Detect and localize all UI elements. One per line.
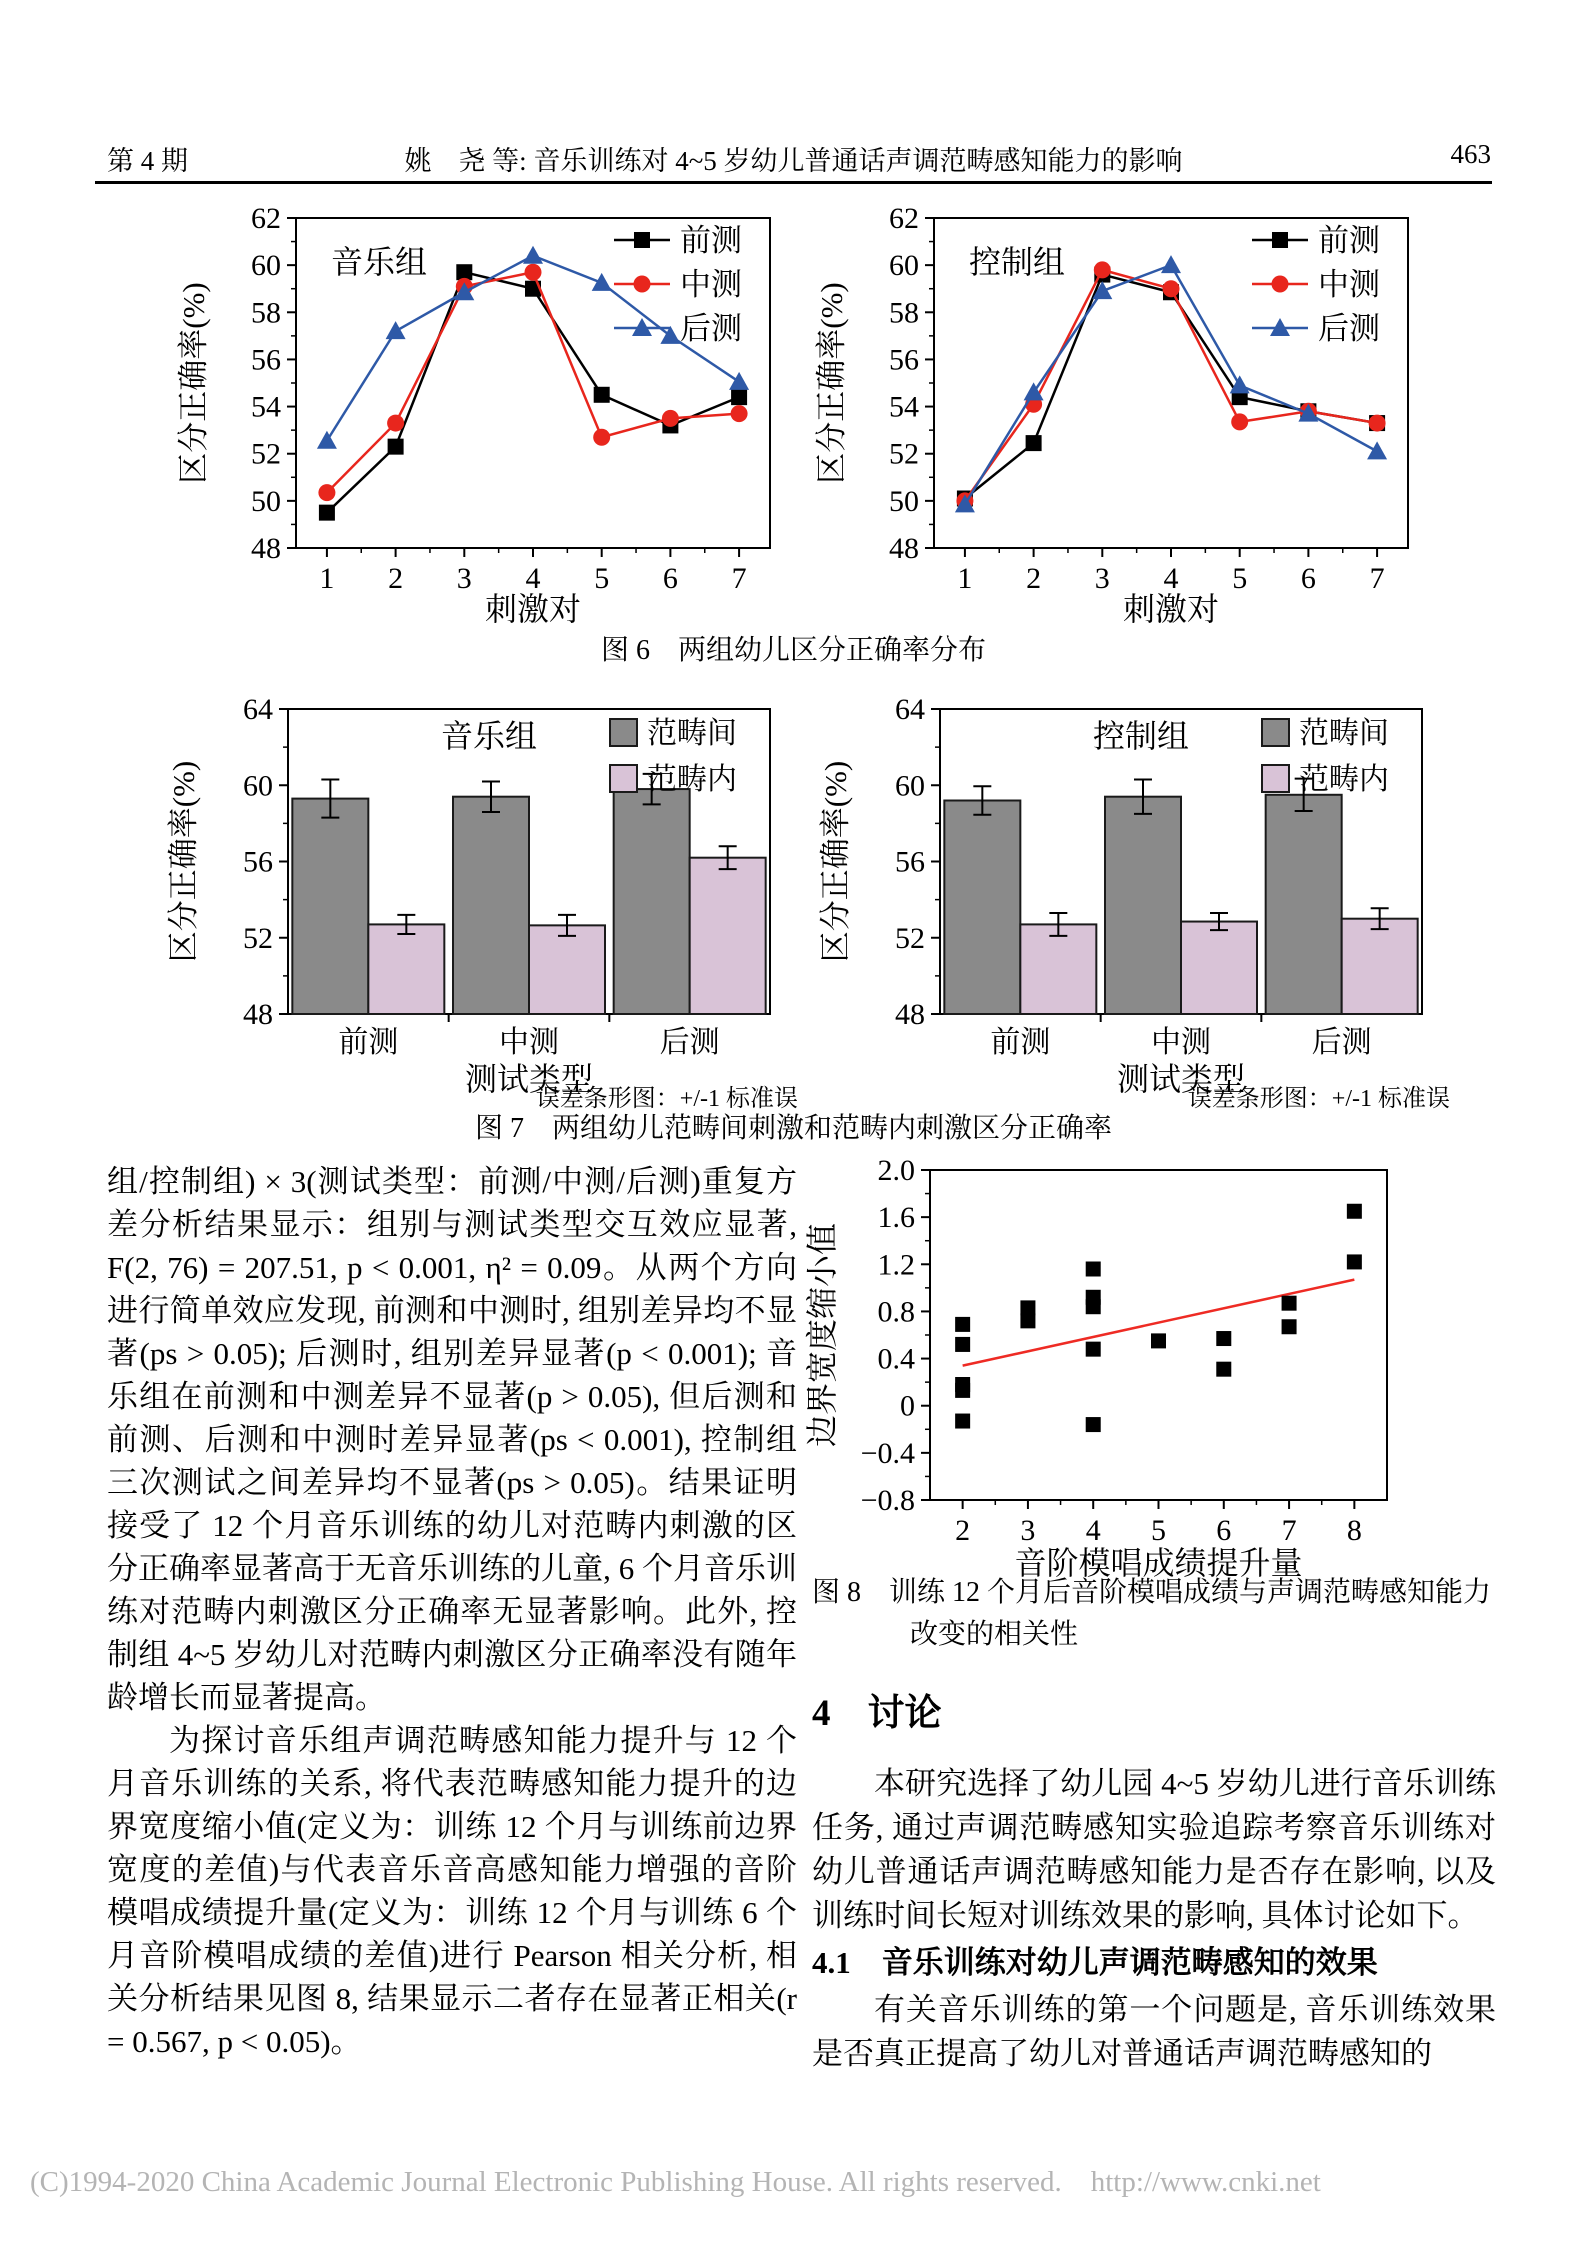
svg-text:52: 52 xyxy=(895,921,925,955)
svg-text:56: 56 xyxy=(895,845,925,879)
svg-text:音乐组: 音乐组 xyxy=(331,244,428,280)
svg-text:范畴内: 范畴内 xyxy=(647,763,737,796)
svg-text:0: 0 xyxy=(900,1389,915,1423)
svg-text:1.2: 1.2 xyxy=(877,1248,915,1282)
svg-text:7: 7 xyxy=(1281,1514,1297,1547)
svg-text:误差条形图：+/-1 标准误: 误差条形图：+/-1 标准误 xyxy=(1187,1086,1450,1112)
svg-text:3: 3 xyxy=(456,562,472,595)
left-text-column xyxy=(107,1160,797,2063)
svg-text:3: 3 xyxy=(1020,1514,1036,1547)
svg-text:后测: 后测 xyxy=(1318,311,1380,346)
svg-text:58: 58 xyxy=(889,296,919,330)
svg-text:56: 56 xyxy=(889,343,919,377)
svg-text:6: 6 xyxy=(1300,562,1316,595)
svg-text:62: 62 xyxy=(889,202,919,235)
svg-text:4: 4 xyxy=(525,562,541,595)
svg-text:范畴间: 范畴间 xyxy=(647,717,737,750)
svg-text:控制组: 控制组 xyxy=(969,244,1066,280)
header-rule xyxy=(95,181,1492,184)
svg-text:测试类型: 测试类型 xyxy=(1116,1061,1246,1097)
svg-text:刺激对: 刺激对 xyxy=(484,591,582,627)
svg-text:54: 54 xyxy=(889,390,919,424)
svg-text:范畴间: 范畴间 xyxy=(1299,717,1389,750)
svg-text:60: 60 xyxy=(889,249,919,283)
svg-text:56: 56 xyxy=(251,343,281,377)
svg-text:60: 60 xyxy=(895,769,925,803)
svg-text:1: 1 xyxy=(957,562,973,595)
svg-text:前测: 前测 xyxy=(680,223,742,258)
svg-text:48: 48 xyxy=(251,532,281,565)
svg-text:3: 3 xyxy=(1094,562,1110,595)
figure8-scatter-chart xyxy=(795,1148,1435,1580)
svg-text:区分正确率(%): 区分正确率(%) xyxy=(166,760,201,963)
svg-text:1.6: 1.6 xyxy=(877,1201,915,1235)
correlation-paragraph: 为探讨音乐组声调范畴感知能力提升与 12 个月音乐训练的关系, 将代表范畴感知能力提升的边界宽度缩小值(定义为：训练 12 个月与训练前边界宽度的差值)与代表音乐音高感知能力增强的音阶模唱成绩提升量(定义为：训练 12 个月与训练 6 个月音阶模唱成绩的差值)进行 Pearson 相关分析, 相关分析结果见图 8, 结果显示二者存在显著正相关(r = 0.567, p < 0.05)。 xyxy=(107,1723,797,2059)
copyright-footer: (C)1994-2020 China Academic Journal Electronic Publishing House. All rights reserved. http://www.cnki.net xyxy=(30,2166,1321,2198)
svg-text:48: 48 xyxy=(895,998,925,1031)
figure6-caption: 图 6 两组幼儿区分正确率分布 xyxy=(600,635,986,666)
svg-text:−0.8: −0.8 xyxy=(860,1484,915,1517)
svg-text:前测: 前测 xyxy=(990,1026,1051,1059)
svg-text:60: 60 xyxy=(243,769,273,803)
svg-text:区分正确率(%): 区分正确率(%) xyxy=(814,282,849,484)
discussion-paragraph: 本研究选择了幼儿园 4~5 岁幼儿进行音乐训练任务, 通过声调范畴感知实验追踪考察音乐训练对幼儿普通话声调范畴感知能力是否存在影响, 以及训练时间长短对训练效果的影响, 具体讨论如下。 xyxy=(812,1766,1496,1933)
subsection-heading: 4.1 音乐训练对幼儿声调范畴感知的效果 xyxy=(812,1945,1378,1980)
svg-text:后测: 后测 xyxy=(1311,1026,1372,1059)
svg-text:5: 5 xyxy=(594,562,610,595)
svg-text:中测: 中测 xyxy=(680,267,742,302)
results-paragraph: 组/控制组) × 3(测试类型：前测/中测/后测)重复方差分析结果显示：组别与测试类型交互效应显著, F(2, 76) = 207.51, p < 0.001, η² = 0.09。从两个方向进行简单效应发现, 前测和中测时, 组别差异均不显著(ps > 0.05); 后测时, 组别差异显著(p < 0.001); 音乐组在前测和中测差异不显著(p > 0.05), 但后测和前测、后测和中测时差异显著(ps < 0.001), 控制组三次测试之间差异均不显著(ps > 0.05)。结果证明接受了 12 个月音乐训练的幼儿对范畴内刺激的区分正确率显著高于无音乐训练的儿童, 6 个月音乐训练对范畴内刺激区分正确率无显著影响。此外, 控制组 4~5 岁幼儿对范畴内刺激区分正确率没有随年龄增长而显著提高。 xyxy=(107,1164,797,1715)
svg-text:区分正确率(%): 区分正确率(%) xyxy=(176,282,211,484)
figure6-control-group-line-chart xyxy=(806,196,1428,628)
figure8-caption-line2: 改变的相关性 xyxy=(910,1619,1079,1650)
svg-text:范畴内: 范畴内 xyxy=(1299,763,1389,796)
svg-text:控制组: 控制组 xyxy=(1092,718,1190,754)
page-number: 463 xyxy=(1450,139,1491,169)
svg-text:后测: 后测 xyxy=(659,1026,720,1059)
svg-text:64: 64 xyxy=(243,693,273,726)
svg-text:52: 52 xyxy=(251,437,281,471)
svg-text:−0.4: −0.4 xyxy=(860,1436,915,1470)
figure8-caption xyxy=(812,1572,1496,1656)
svg-text:前测: 前测 xyxy=(338,1026,399,1059)
svg-text:0.4: 0.4 xyxy=(877,1342,915,1376)
svg-text:48: 48 xyxy=(243,998,273,1031)
svg-text:54: 54 xyxy=(251,390,281,424)
figure6-music-group-line-chart xyxy=(168,196,790,628)
svg-text:边界宽度缩小值: 边界宽度缩小值 xyxy=(804,1222,840,1448)
figure8-caption-line1: 图 8 训练 12 个月后音阶模唱成绩与声调范畴感知能力 xyxy=(812,1577,1492,1608)
svg-text:音乐组: 音乐组 xyxy=(440,718,538,754)
figure7-music-group-bar-chart xyxy=(158,684,806,1112)
svg-text:0.8: 0.8 xyxy=(877,1295,915,1329)
svg-text:4: 4 xyxy=(1163,562,1179,595)
svg-text:52: 52 xyxy=(889,437,919,471)
svg-text:50: 50 xyxy=(889,484,919,518)
svg-text:56: 56 xyxy=(243,845,273,879)
svg-text:50: 50 xyxy=(251,484,281,518)
svg-text:前测: 前测 xyxy=(1318,223,1380,258)
svg-text:2: 2 xyxy=(1026,562,1042,595)
svg-text:1: 1 xyxy=(319,562,335,595)
svg-text:测试类型: 测试类型 xyxy=(464,1061,594,1097)
svg-text:2: 2 xyxy=(955,1514,971,1547)
svg-text:62: 62 xyxy=(251,202,281,235)
svg-text:中测: 中测 xyxy=(1318,267,1380,302)
discussion-section xyxy=(812,1682,1496,2076)
svg-text:后测: 后测 xyxy=(680,311,742,346)
svg-text:音阶模唱成绩提升量: 音阶模唱成绩提升量 xyxy=(1014,1545,1303,1580)
svg-text:64: 64 xyxy=(895,693,925,726)
journal-issue: 第 4 期 xyxy=(107,146,188,176)
subsection-paragraph: 有关音乐训练的第一个问题是, 音乐训练效果是否真正提高了幼儿对普通话声调范畴感知的 xyxy=(812,1992,1496,2071)
svg-text:4: 4 xyxy=(1085,1514,1101,1547)
svg-text:7: 7 xyxy=(731,562,747,595)
svg-text:刺激对: 刺激对 xyxy=(1122,591,1220,627)
svg-text:5: 5 xyxy=(1151,1514,1166,1547)
svg-text:6: 6 xyxy=(1216,1514,1232,1547)
svg-text:区分正确率(%): 区分正确率(%) xyxy=(818,760,853,963)
svg-text:中测: 中测 xyxy=(499,1026,559,1059)
svg-text:2: 2 xyxy=(388,562,404,595)
svg-text:7: 7 xyxy=(1369,562,1385,595)
svg-text:58: 58 xyxy=(251,296,281,330)
svg-text:误差条形图：+/-1 标准误: 误差条形图：+/-1 标准误 xyxy=(535,1086,798,1112)
svg-text:52: 52 xyxy=(243,921,273,955)
svg-text:中测: 中测 xyxy=(1151,1026,1211,1059)
running-title: 姚 尧 等: 音乐训练对 4~5 岁幼儿普通话声调范畴感知能力的影响 xyxy=(404,146,1183,176)
svg-text:48: 48 xyxy=(889,532,919,565)
section-heading: 4 讨论 xyxy=(812,1693,942,1734)
svg-text:2.0: 2.0 xyxy=(877,1154,915,1187)
svg-text:8: 8 xyxy=(1346,1514,1362,1547)
svg-text:60: 60 xyxy=(251,249,281,283)
svg-text:5: 5 xyxy=(1232,562,1248,595)
svg-text:6: 6 xyxy=(662,562,678,595)
figure7-control-group-bar-chart xyxy=(810,684,1458,1112)
figure7-caption: 图 7 两组幼儿范畴间刺激和范畴内刺激区分正确率 xyxy=(474,1113,1112,1144)
